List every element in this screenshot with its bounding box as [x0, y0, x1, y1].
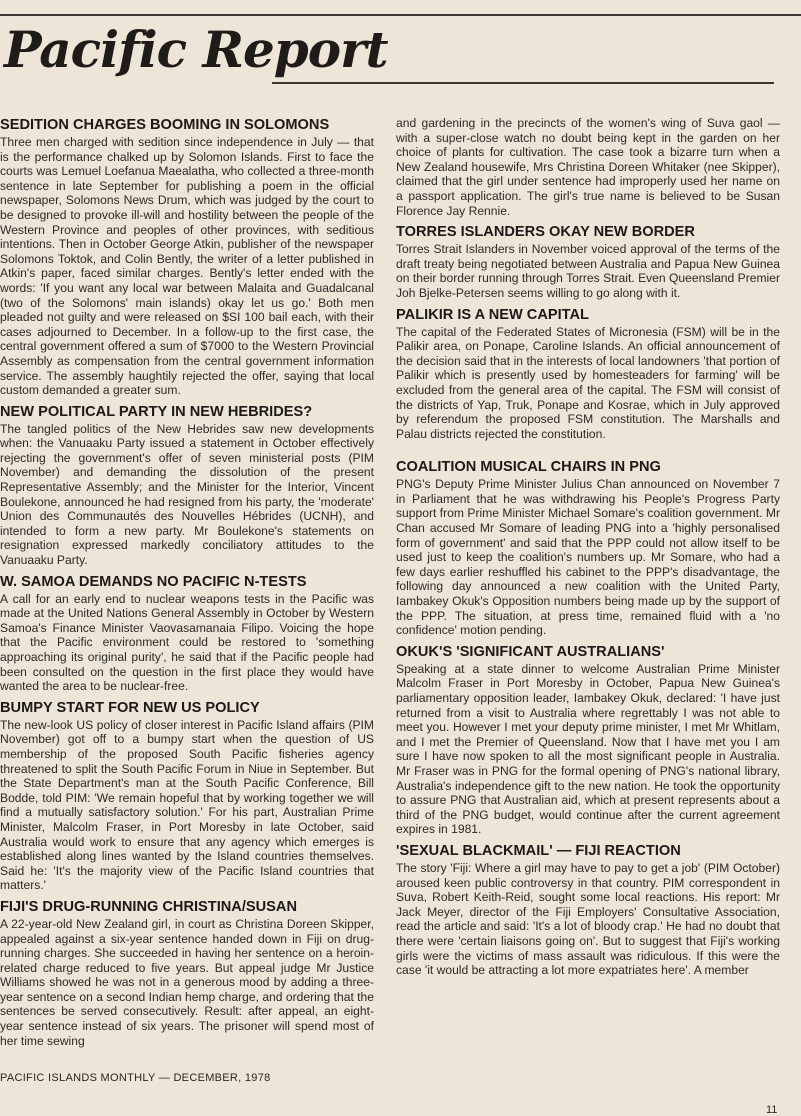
article-body: The capital of the Federated States of Micronesia (FSM) will be in the Palikir area, on Ponape, Caroline Islands. An official announcement of the decision said that in the interests of local landowners 'that portion of Palikir which is presently used by homesteaders for farming' will be excluded from the general area of the capital. The FSM will consist of the districts of Yap, Truk, Ponape and Kosrae, which in July approved by referendum the proposed FSM constitution. The Marshalls and Palau districts rejected the constitution.	[396, 324, 780, 441]
article-body: PNG's Deputy Prime Minister Julius Chan announced on November 7 in Parliament that he was withdrawing his People's Progress Party support from Prime Minister Michael Somare's coalition government. Mr Chan accused Mr Somare of leading PNG into a 'highly personalised form of government' and said that the PPP could not allow itself to be used just to keep the coalition's numbers up. Mr Somare, who had a few days earlier reshuffled his cabinet to the PPP's disadvantage, the following day announced a new coalition with the United Party, Iambakey Okuk's Opposition numbers being made up by the support of the PPP. The situation, at press time, remained fluid with a 'no confidence' motion pending.	[396, 477, 780, 638]
article-continuation	[396, 116, 780, 218]
article	[0, 403, 374, 568]
article-headline: FIJI'S DRUG-RUNNING CHRISTINA/SUSAN	[0, 898, 297, 915]
article	[396, 842, 780, 978]
article-headline: BUMPY START FOR NEW US POLICY	[0, 699, 260, 716]
page-footer: PACIFIC ISLANDS MONTHLY — DECEMBER, 1978	[0, 1072, 271, 1084]
article	[396, 643, 780, 837]
article-body: A call for an early end to nuclear weapons tests in the Pacific was made at the United Nations General Assembly in October by Western Samoa's Finance Minister Vaovasamanaia Filipo. Voicing the hope that the Pacific environment could be restored to 'something approaching its original purity', he said that if the Pacific people had been consulted on the question in the first place they would have wanted the area to be nuclear-free.	[0, 591, 374, 694]
article-headline: W. SAMOA DEMANDS NO PACIFIC N-TESTS	[0, 573, 307, 590]
page-number: 11	[766, 1104, 778, 1116]
article	[0, 898, 374, 1048]
article-body: A 22-year-old New Zealand girl, in court as Christina Doreen Skipper, appealed against a six-year sentence handed down in Fiji on drug-running charges. She succeeded in having her sentence on a heroin-related charge reduced to five years. But appeal judge Mr Justice Williams showed he was not in a generous mood by adding a three-year sentence on a second Indian hemp charge, and ordering that the sentences be served consecutively. Result: after appeal, an eight-year sentence instead of six years. The prisoner will spend most of her time sewing	[0, 916, 374, 1048]
masthead-rule	[272, 82, 774, 84]
article-body: and gardening in the precincts of the women's wing of Suva gaol — with a super-close watch no doubt being kept in the garden on her choice of plants for cultivation. The case took a bizarre turn when a New Zealand housewife, Mrs Christina Doreen Whitaker (nee Skipper), claimed that the girl under sentence had improperly used her name on a passport application. The girl's true name is believed to be Susan Florence Jay Rennie.	[396, 116, 780, 218]
article	[396, 223, 780, 300]
article-headline: TORRES ISLANDERS OKAY NEW BORDER	[396, 224, 695, 241]
article-headline: 'SEXUAL BLACKMAIL' — FIJI REACTION	[396, 842, 681, 859]
article-body: The new-look US policy of closer interest in Pacific Island affairs (PIM November) got off to a bumpy start when the question of US membership of the proposed South Pacific fisheries agency threatened to split the South Pacific Forum in Niue in September. But the State Department's man at the South Pacific Conference, Bill Bodde, told PIM: 'We remain hopeful that by working together we will find a mutually satisfactory solution.' For his part, Australian Prime Minister, Malcolm Fraser, in Port Moresby in late October, said Australia would work to ensure that any agency which emerges is established along lines wanted by the Island countries themselves. Said he: 'It's the majority view of the Pacific Island countries that matters.'	[0, 717, 374, 893]
article-headline: OKUK'S 'SIGNIFICANT AUSTRALIANS'	[396, 643, 665, 660]
article	[0, 116, 374, 398]
column-spacer	[396, 446, 780, 458]
article-headline: PALIKIR IS A NEW CAPITAL	[396, 306, 589, 323]
masthead-title: Pacific Report	[4, 20, 388, 79]
article	[396, 458, 780, 638]
right-column	[396, 116, 780, 1098]
article-body: The tangled politics of the New Hebrides saw new developments when: the Vanuaaku Party issued a statement in October effectively rejecting the government's offer of seven ministerial posts (PIM November) and demanding the dissolution of the present Representative Assembly; and the Minister for the Interior, Vincent Boulekone, announced he had resigned from his party, the 'moderate' Union des Communautés des Nouvelles Hébrides (UCNH), and intended to form a new party. Mr Boulekone's statements on resignation expressed markedly conciliatory attitudes to the Vanuaaku Party.	[0, 421, 374, 568]
article-headline: SEDITION CHARGES BOOMING IN SOLOMONS	[0, 117, 330, 133]
article-headline: COALITION MUSICAL CHAIRS IN PNG	[396, 459, 661, 476]
top-rule	[0, 14, 801, 16]
article-body: Speaking at a state dinner to welcome Australian Prime Minister Malcolm Fraser in Port Moresby in October, Papua New Guinea's parliamentary opposition leader, Iambakey Okuk, declared: 'I have just returned from a visit to Australia where regrettably I was not able to meet you. However I met your deputy prime minister, I met Mr Whitlam, and I met the Premier of Queensland. Now that I have met you I am sure I have now spoken to all the most significant people in Australia. Mr Fraser was in PNG for the formal opening of PNG's national library, Australia's independence gift to the new nation. He took the opportunity to assure PNG that Australian aid, which at present represents about a third of the PNG budget, would continue after the current agreement expires in 1981.	[396, 661, 780, 837]
article-body: Torres Strait Islanders in November voiced approval of the terms of the draft treaty being negotiated between Australia and Papua New Guinea on their border running through Torres Strait. Even Queensland Premier Joh Bjelke-Petersen seems willing to go along with it.	[396, 242, 780, 300]
article-body: Three men charged with sedition since independence in July — that is the performance chalked up by Solomon Islands. First to face the courts was Lemuel Loefanua Maealatha, who collected a three-month sentence in late September for publishing a poem in the official newspaper, Solomons News Drum, which was judged by the court to be designed to provoke ill-will and hostility between the people of the Western Province and peoples of other provinces, with seditious intentions. Then in October George Atkin, publisher of the newspaper Solomons Toktok, and Colin Bently, the writer of a letter published in Atkin's paper, faced similar charges. Bently's letter ended with the words: 'If you want any local war between Malaita and Guadalcanal (two of the Solomons' main islands) okay let us go.' Both men pleaded not guilty and were released on $SI 100 bail each, with their cases adjourned to December. In a follow-up to the first case, the central government offered a sum of $7000 to the Western Provincial Assembly as compensation from the central government information service. The assembly haughtily rejected the offer, saying that local custom demanded a greater sum.	[0, 135, 374, 398]
article-headline: NEW POLITICAL PARTY IN NEW HEBRIDES?	[0, 403, 313, 420]
article	[396, 306, 780, 442]
left-column	[0, 116, 374, 1064]
article	[0, 699, 374, 893]
article-body: The story 'Fiji: Where a girl may have to pay to get a job' (PIM October) aroused keen public controversy in that country. PIM correspondent in Suva, Robert Keith-Reid, sought some local reactions. His report: Mr Jack Meyer, director of the Fiji Employers' Consultative Association, read the article and said: 'It's a lot of bloody crap.' He had no doubt that there were 'certain liaisons going on'. But to suggest that Fiji's working girls were the victims of mass assault was ridiculous. If this were the case 'it would be attracting a lot more expatriates here'. A member	[396, 860, 780, 978]
article	[0, 573, 374, 694]
